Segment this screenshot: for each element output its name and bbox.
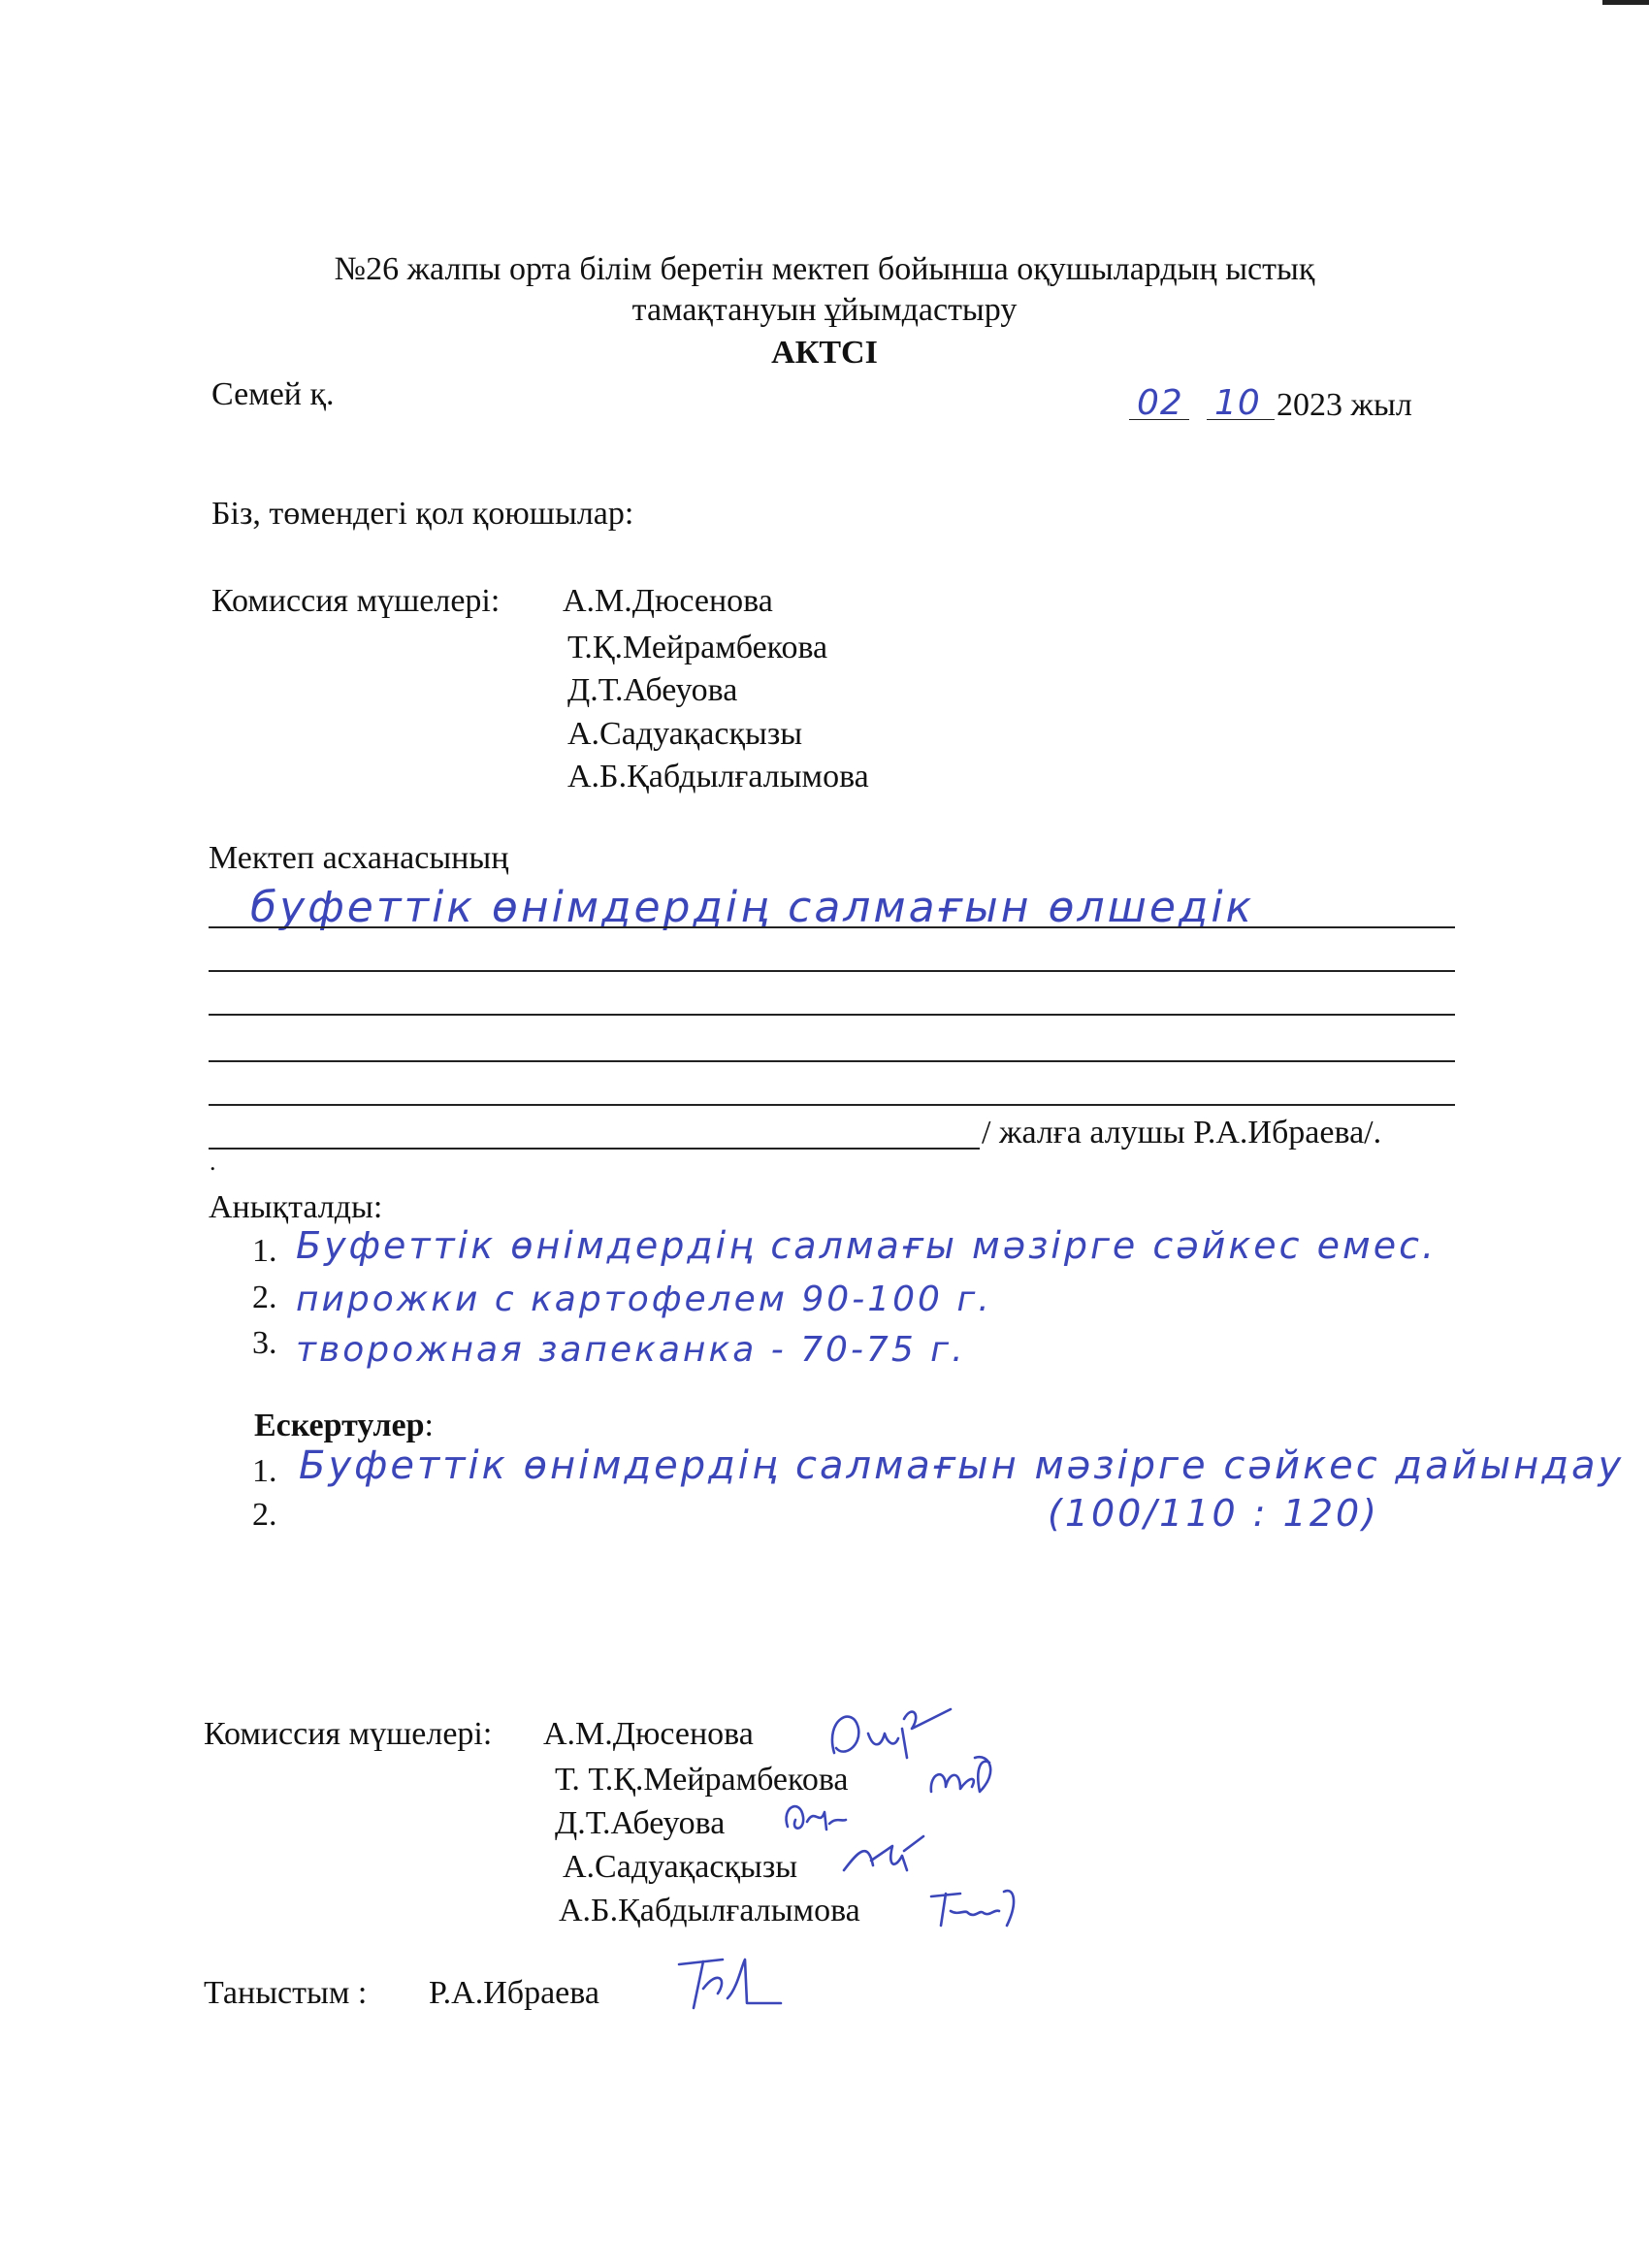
signature-mark-4	[834, 1831, 931, 1885]
signature-mark-2	[922, 1748, 999, 1806]
date-year: 2023 жыл	[1277, 387, 1412, 423]
finding-text-3: творожная запеканка - 70-75 г.	[296, 1330, 966, 1370]
signature-mark-5	[922, 1882, 1028, 1935]
commission-member-3: Д.Т.Абеуова	[567, 672, 738, 708]
remark-number-2: 2.	[252, 1497, 277, 1533]
remark-number-1: 1.	[252, 1453, 277, 1489]
remarks-label	[254, 1407, 434, 1446]
signature-member-2: Т. Т.Қ.Мейрамбекова	[555, 1762, 849, 1798]
signature-member-4: А.Садуақасқызы	[563, 1849, 798, 1885]
canteen-handwritten-note: буфеттік өнімдердің салмағын өлшедік	[250, 883, 1255, 932]
signatures-label: Комиссия мүшелері:	[204, 1716, 493, 1752]
form-line-6	[209, 1148, 980, 1150]
date-day-underline	[1129, 419, 1189, 420]
form-line-4	[209, 1060, 1455, 1062]
signature-member-3: Д.Т.Абеуова	[555, 1805, 726, 1841]
title-line-2: тамақтануын ұйымдастыру	[631, 292, 1018, 328]
finding-text-2: пирожки с картофелем 90-100 г.	[296, 1280, 992, 1319]
commission-label: Комиссия мүшелері:	[211, 583, 501, 619]
acknowledged-name: Р.А.Ибраева	[429, 1975, 599, 2011]
remark-text-2: (100/110 : 120)	[1048, 1492, 1380, 1535]
remarks-label-text: Ескертулер	[254, 1408, 425, 1443]
finding-number-2: 2.	[252, 1280, 277, 1315]
signature-member-1: А.М.Дюсенова	[543, 1716, 754, 1752]
form-line-3	[209, 1014, 1455, 1016]
findings-label: Анықталды:	[209, 1189, 383, 1225]
title-line-1: №26 жалпы орта білім беретін мектеп бойынша оқушылардың ыстық	[334, 251, 1315, 287]
place-city: Семей қ.	[211, 376, 335, 412]
finding-number-3: 3.	[252, 1325, 277, 1361]
finding-text-1: Буфеттік өнімдердің салмағы мәзірге сәйкес емес.	[296, 1224, 1438, 1267]
date-day: 02	[1137, 383, 1183, 423]
canteen-label: Мектеп асханасының	[209, 840, 509, 876]
form-line-1	[209, 926, 1455, 928]
stray-dot: .	[210, 1148, 216, 1176]
remarks-label-colon: :	[424, 1408, 434, 1443]
document-type-title: АКТСІ	[771, 335, 878, 371]
commission-member-2: Т.Қ.Мейрамбекова	[567, 630, 828, 665]
scan-corner-mark	[1602, 0, 1649, 5]
acknowledged-label: Таныстым :	[204, 1975, 368, 2011]
form-line-2	[209, 970, 1455, 972]
signature-mark-acknowledged	[669, 1950, 795, 2018]
tenant-note: / жалға алушы Р.А.Ибраева/.	[982, 1115, 1382, 1150]
commission-member-5: А.Б.Қабдылғалымова	[567, 759, 869, 794]
form-line-5	[209, 1104, 1455, 1106]
commission-member-4: А.Садуақасқызы	[567, 716, 803, 752]
remark-text-1: Буфеттік өнімдердің салмағын мәзірге сәйкес дайындау	[299, 1443, 1625, 1488]
date-month: 10	[1214, 383, 1261, 423]
signature-member-5: А.Б.Қабдылғалымова	[559, 1893, 860, 1928]
finding-number-1: 1.	[252, 1233, 277, 1269]
commission-member-1: А.М.Дюсенова	[563, 583, 773, 619]
intro-text: Біз, төмендегі қол қоюшылар:	[211, 496, 634, 532]
date-month-underline	[1207, 419, 1275, 420]
